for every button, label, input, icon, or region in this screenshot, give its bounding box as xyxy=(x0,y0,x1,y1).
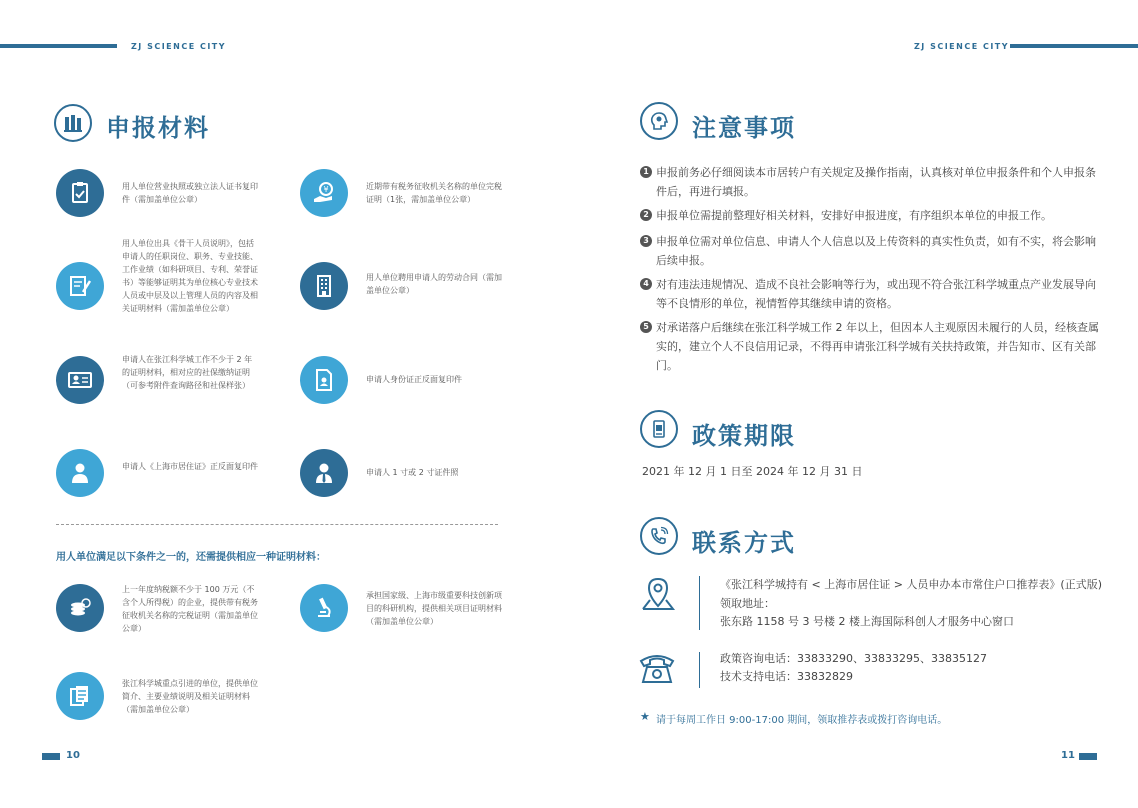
address-line: 领取地址： xyxy=(720,597,775,610)
location-pin-icon xyxy=(640,576,676,616)
books-icon xyxy=(54,104,92,142)
note-number: 4 xyxy=(640,278,652,290)
phone-divider xyxy=(699,652,700,688)
building-icon xyxy=(300,262,348,310)
condition-item-text: 上一年度纳税额不少于 100 万元（不含个人所得税）的企业，提供带有税务征收机关名称的完税证明（需加盖单位公章） xyxy=(122,585,258,633)
head-lightbulb-icon xyxy=(640,102,678,140)
material-item-text: 近期带有税务征收机关名称的单位完税证明（1张，需加盖单位公章） xyxy=(366,182,502,204)
id-card-icon xyxy=(56,356,104,404)
phone-line: 政策咨询电话：33833290、33833295、33835127 xyxy=(720,652,987,665)
address-line: 《张江科学城持有 < 上海市居住证 > 人员申办本市常住户口推荐表》(正式版) xyxy=(720,578,1103,591)
note-text: 对有违法违规情况、造成不良社会影响等行为，或出现不符合张江科学城重点产业发展导向等不良情形的单位，视情暂停其继续申请的资格。 xyxy=(656,278,1096,310)
page-number-left: 10 xyxy=(66,750,80,761)
page-number-right: 11 xyxy=(1061,750,1075,761)
page-marker-left xyxy=(42,753,60,760)
condition-item-text: 承担国家级、上海市级重要科技创新项目的科研机构，提供相关项目证明材料（需加盖单位公章） xyxy=(366,591,502,626)
material-item-text: 申请人在张江科学城工作不少于 2 年的证明材料，相对应的社保缴纳证明（可参考附件查询路径和社保样张） xyxy=(122,355,253,390)
material-item-text: 申请人身份证正反面复印件 xyxy=(366,375,462,384)
star-icon: ★ xyxy=(640,710,650,723)
note-text: 申报单位需对单位信息、申请人个人信息以及上传资料的真实性负责，如有不实，将会影响后续申报。 xyxy=(656,235,1096,267)
document-pen-icon xyxy=(56,262,104,310)
note-text: 申报单位需提前整理好相关材料，安排好申报进度，有序组织本单位的申报工作。 xyxy=(656,209,1052,222)
material-item-text: 申请人《上海市居住证》正反面复印件 xyxy=(122,462,258,471)
section-title-notes: 注意事项 xyxy=(692,114,796,142)
material-item-text: 用人单位出具《骨干人员说明》，包括申请人的任职岗位、职务、专业技能、工作业绩（如科研项目、专利、荣誉证书）等能够证明其为单位核心专业技术人员或中层及以上管理人员的内容及相关证明材料（需加盖单位公章） xyxy=(122,239,258,313)
section-title-contact: 联系方式 xyxy=(692,529,796,557)
policy-period: 2021 年 12 月 1 日至 2024 年 12 月 31 日 xyxy=(642,465,863,478)
hand-yuan-icon xyxy=(300,169,348,217)
material-item-text: 申请人 1 寸或 2 寸证件照 xyxy=(366,468,459,477)
header-brand-left: ZJ SCIENCE CITY xyxy=(131,42,227,51)
material-item-text: 用人单位营业执照或独立法人证书复印件（需加盖单位公章） xyxy=(122,182,258,204)
telephone-icon xyxy=(638,651,676,689)
header-bar-left xyxy=(0,44,117,48)
phone-icon xyxy=(640,517,678,555)
address-line: 张东路 1158 号 3 号楼 2 楼上海国际科创人才服务中心窗口 xyxy=(720,615,1014,628)
address-divider xyxy=(699,576,700,630)
section-title-policy: 政策期限 xyxy=(692,422,796,450)
note-number: 5 xyxy=(640,321,652,333)
condition-title: 用人单位满足以下条件之一的，还需提供相应一种证明材料： xyxy=(56,552,326,563)
coins-icon xyxy=(56,584,104,632)
phone-line: 技术支持电话：33832829 xyxy=(720,670,853,683)
tip-text: 请于每周工作日 9:00-17:00 期间，领取推荐表或拨打咨询电话。 xyxy=(656,715,948,726)
clipboard-check-icon xyxy=(56,169,104,217)
page-marker-right xyxy=(1079,753,1097,760)
section-title-materials: 申报材料 xyxy=(106,114,210,142)
note-item xyxy=(640,275,1106,313)
person-suit-icon xyxy=(300,449,348,497)
dashed-divider xyxy=(56,524,498,525)
note-item xyxy=(640,163,1106,201)
id-document-icon xyxy=(300,356,348,404)
header-brand-right: ZJ SCIENCE CITY xyxy=(914,42,1010,51)
header-bar-right xyxy=(1010,44,1138,48)
note-number: 3 xyxy=(640,235,652,247)
calendar-icon xyxy=(640,410,678,448)
note-text: 申报前务必仔细阅读本市居转户有关规定及操作指南，认真核对单位申报条件和个人申报条件后，再进行填报。 xyxy=(656,166,1096,198)
svg-text:¥: ¥ xyxy=(323,185,329,194)
condition-item-text: 张江科学城重点引进的单位，提供单位简介、主要业绩说明及相关证明材料（需加盖单位公章） xyxy=(122,679,258,714)
documents-icon xyxy=(56,672,104,720)
note-item xyxy=(640,318,1106,375)
note-item xyxy=(640,206,1106,225)
material-item-text: 用人单位聘用申请人的劳动合同（需加盖单位公章） xyxy=(366,273,502,295)
note-item xyxy=(640,232,1106,270)
note-text: 对承诺落户后继续在张江科学城工作 2 年以上，但因本人主观原因未履行的人员，经核查属实的，建立个人不良信用记录，不得再申请张江科学城有关扶持政策，并告知市、区有关部门。 xyxy=(656,321,1099,372)
person-icon xyxy=(56,449,104,497)
microscope-icon xyxy=(300,584,348,632)
note-number: 1 xyxy=(640,166,652,178)
note-number: 2 xyxy=(640,209,652,221)
